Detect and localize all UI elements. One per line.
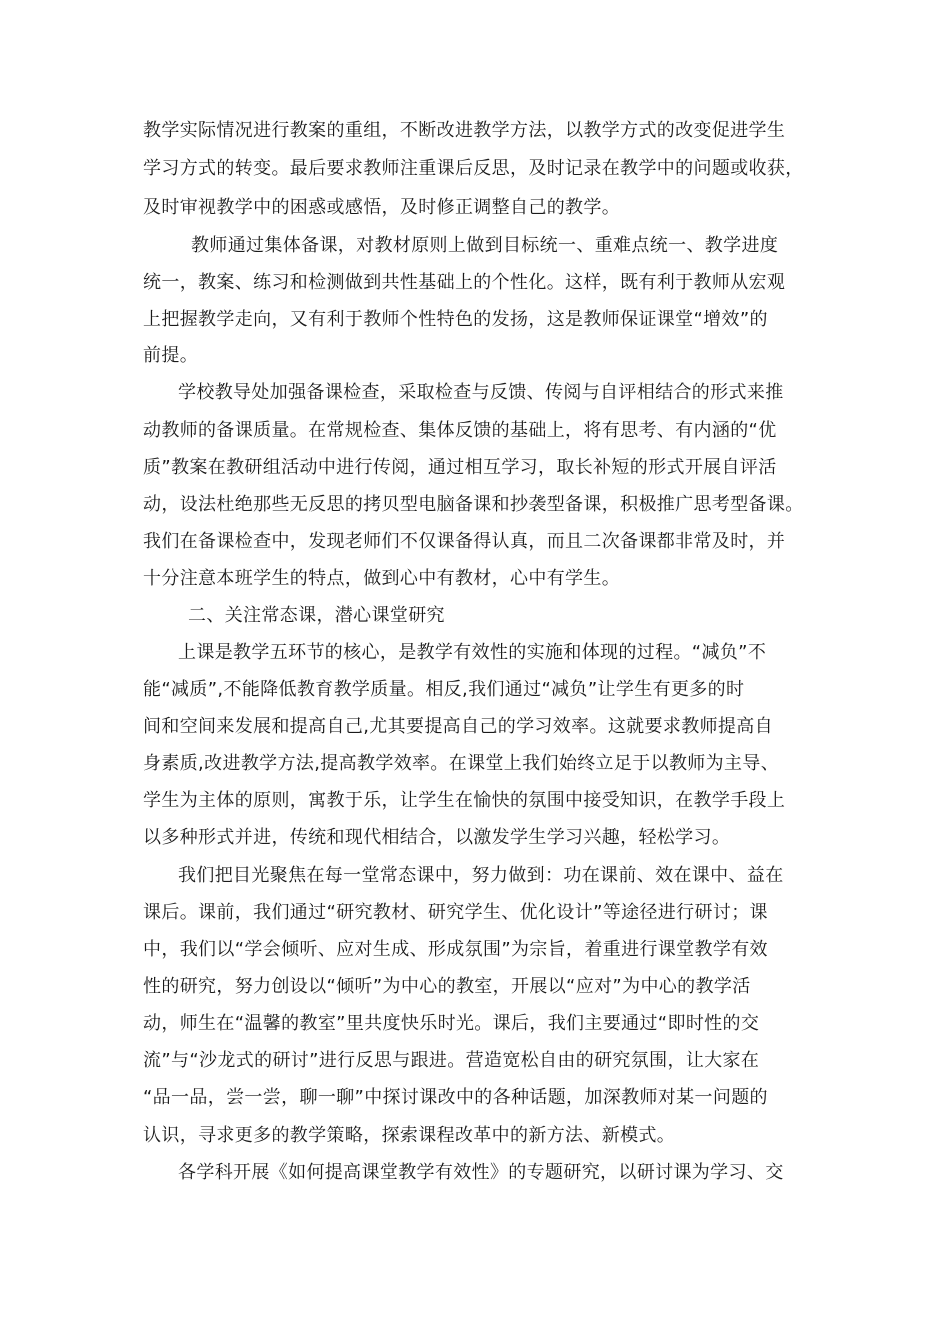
text-line: 质”教案在教研组活动中进行传阅，通过相互学习，取长补短的形式开展自评活 — [143, 457, 777, 478]
text-line: 认识，寻求更多的教学策略，探索课程改革中的新方法、新模式。 — [143, 1125, 676, 1146]
text-line: 动，设法杜绝那些无反思的拷贝型电脑备课和抄袭型备课，积极推广思考型备课。 — [143, 494, 804, 515]
text-line: 及时审视教学中的困惑或感悟，及时修正调整自己的教学。 — [143, 197, 621, 218]
text-line: 教师通过集体备课，对教材原则上做到目标统一、重难点统一、教学进度 — [191, 235, 779, 256]
text-line: 学校教导处加强备课检查，采取检查与反馈、传阅与自评相结合的形式来推 — [178, 382, 784, 403]
text-line: 上把握教学走向，又有利于教师个性特色的发扬，这是教师保证课堂“增效”的 — [143, 309, 768, 330]
text-line: 我们在备课检查中，发现老师们不仅课备得认真，而且二次备课都非常及时，并 — [143, 531, 786, 552]
text-line: 教学实际情况进行教案的重组，不断改进教学方法，以教学方式的改变促进学生 — [143, 120, 786, 141]
text-line: 课后。课前，我们通过“研究教材、研究学生、优化设计”等途径进行研讨；课 — [143, 902, 768, 923]
text-line: 以多种形式并进，传统和现代相结合，以激发学生学习兴趣，轻松学习。 — [143, 827, 731, 848]
text-line: 动教师的备课质量。在常规检查、集体反馈的基础上，将有思考、有内涵的“优 — [143, 420, 777, 441]
text-line: 身素质,改进教学方法,提高教学效率。在课堂上我们始终立足于以教师为主导、 — [143, 753, 780, 774]
text-line: 前提。 — [143, 345, 199, 366]
text-line: 我们把目光聚焦在每一堂常态课中，努力做到：功在课前、效在课中、益在 — [178, 865, 784, 886]
text-line: 统一，教案、练习和检测做到共性基础上的个性化。这样，既有利于教师从宏观 — [143, 272, 786, 293]
text-line: 各学科开展《如何提高课堂教学有效性》的专题研究，以研讨课为学习、交 — [178, 1162, 784, 1183]
text-line: 十分注意本班学生的特点，做到心中有教材，心中有学生。 — [143, 568, 621, 589]
text-line: 上课是教学五环节的核心，是教学有效性的实施和体现的过程。“减负”不 — [178, 642, 767, 663]
text-line: 动，师生在“温馨的教室”里共度快乐时光。课后，我们主要通过“即时性的交 — [143, 1013, 760, 1034]
section-heading: 二、关注常态课，潜心课堂研究 — [188, 605, 445, 626]
text-line: 能“减质”,不能降低教育教学质量。相反,我们通过“减负”让学生有更多的时 — [143, 679, 745, 700]
text-line: 中，我们以“学会倾听、应对生成、形成氛围”为宗旨，着重进行课堂教学有效 — [143, 939, 768, 960]
text-line: 流”与“沙龙式的研讨”进行反思与跟进。营造宽松自由的研究氛围，让大家在 — [143, 1050, 760, 1071]
text-line: 间和空间来发展和提高自己,尤其要提高自己的学习效率。这就要求教师提高自 — [143, 716, 773, 737]
text-line: “品一品，尝一尝，聊一聊”中探讨课改中的各种话题，加深教师对某一问题的 — [143, 1087, 768, 1108]
text-line: 性的研究，努力创设以“倾听”为中心的教室，开展以“应对”为中心的教学活 — [143, 976, 751, 997]
text-line: 学习方式的转变。最后要求教师注重课后反思，及时记录在教学中的问题或收获， — [143, 158, 804, 179]
text-line: 学生为主体的原则，寓教于乐，让学生在愉快的氛围中接受知识，在教学手段上 — [143, 790, 786, 811]
